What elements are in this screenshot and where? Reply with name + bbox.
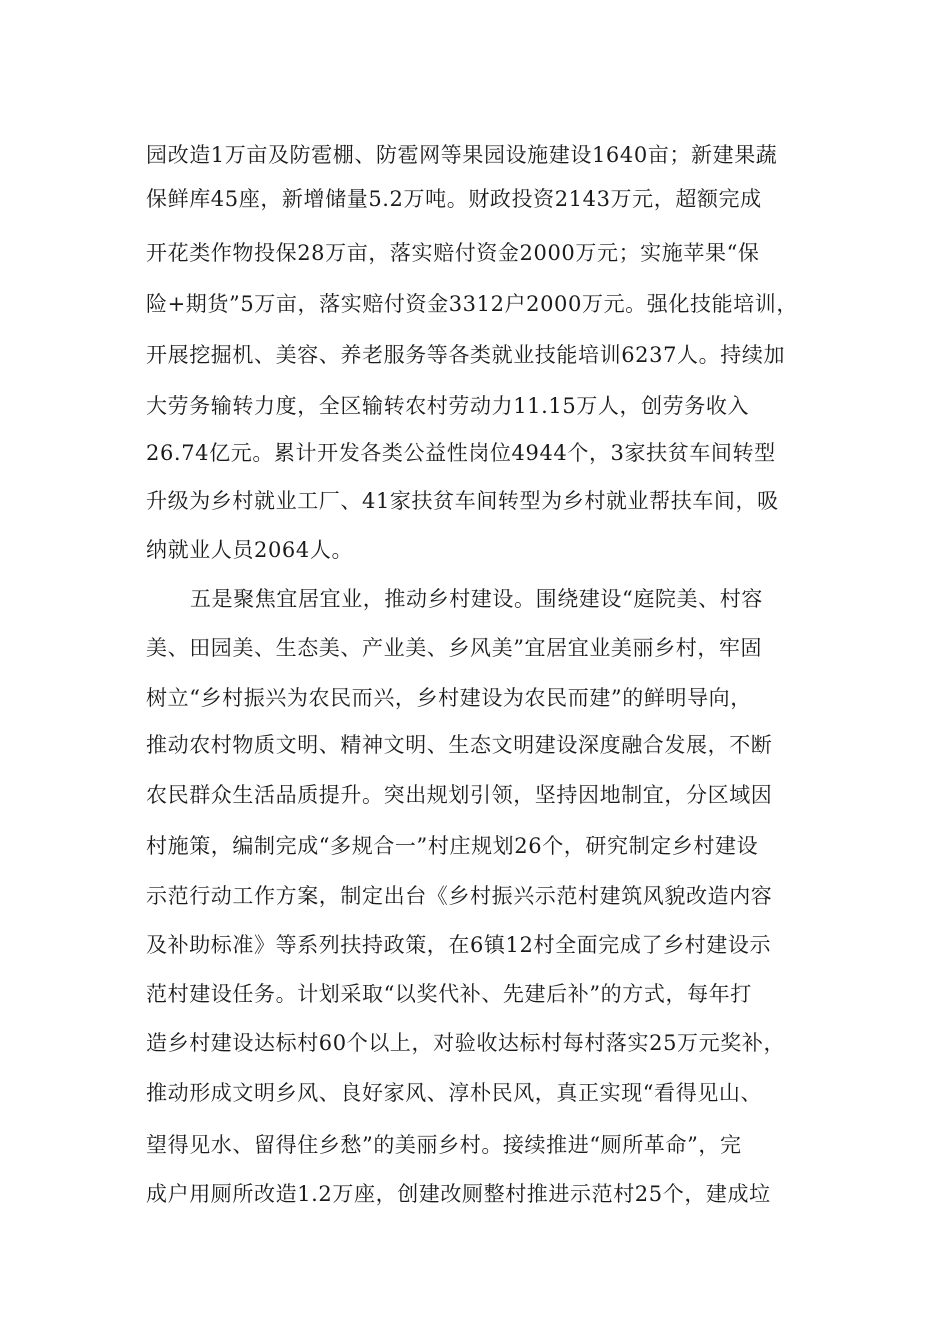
paragraph-line: 纳就业人员2064人。 — [146, 538, 354, 562]
paragraph-line: 成户用厕所改造1.2万座，创建改厕整村推进示范村25个，建成垃 — [146, 1182, 771, 1206]
paragraph-line: 大劳务输转力度，全区输转农村劳动力11.15万人，创劳务收入 — [146, 394, 750, 418]
paragraph-line: 园改造1万亩及防雹棚、防雹网等果园设施建设1640亩；新建果蔬 — [146, 143, 778, 167]
paragraph-line: 推动形成文明乡风、良好家风、淳朴民风，真正实现“看得见山、 — [146, 1081, 763, 1105]
paragraph-line: 示范行动工作方案，制定出台《乡村振兴示范村建筑风貌改造内容 — [146, 884, 773, 908]
paragraph-line: 农民群众生活品质提升。突出规划引领，坚持因地制宜，分区域因 — [146, 783, 773, 807]
paragraph-line: 险+期货”5万亩，落实赔付资金3312户2000万元。强化技能培训， — [146, 292, 798, 316]
paragraph-line: 美、田园美、生态美、产业美、乡风美”宜居宜业美丽乡村，牢固 — [146, 636, 763, 660]
paragraph-line: 26.74亿元。累计开发各类公益性岗位4944个，3家扶贫车间转型 — [146, 441, 776, 465]
paragraph-line: 村施策，编制完成“多规合一”村庄规划26个，研究制定乡村建设 — [146, 834, 759, 858]
paragraph-line: 升级为乡村就业工厂、41家扶贫车间转型为乡村就业帮扶车间，吸 — [146, 489, 779, 513]
paragraph-line: 及补助标准》等系列扶持政策，在6镇12村全面完成了乡村建设示 — [146, 933, 772, 957]
paragraph-line: 保鲜库45座，新增储量5.2万吨。财政投资2143万元，超额完成 — [146, 187, 762, 211]
paragraph-line: 推动农村物质文明、精神文明、生态文明建设深度融合发展，不断 — [146, 733, 773, 757]
paragraph-line: 范村建设任务。计划采取“以奖代补、先建后补”的方式，每年打 — [146, 982, 752, 1006]
paragraph-line: 树立“乡村振兴为农民而兴，乡村建设为农民而建”的鲜明导向， — [146, 686, 752, 710]
paragraph-line: 造乡村建设达标村60个以上，对验收达标村每村落实25万元奖补， — [146, 1031, 786, 1055]
paragraph-line: 开花类作物投保28万亩，落实赔付资金2000万元；实施苹果“保 — [146, 241, 760, 265]
paragraph-line: 五是聚焦宜居宜业，推动乡村建设。围绕建设“庭院美、村容 — [190, 587, 763, 611]
paragraph-line: 望得见水、留得住乡愁”的美丽乡村。接续推进“厕所革命”，完 — [146, 1133, 742, 1157]
paragraph-line: 开展挖掘机、美容、养老服务等各类就业技能培训6237人。持续加 — [146, 343, 786, 367]
